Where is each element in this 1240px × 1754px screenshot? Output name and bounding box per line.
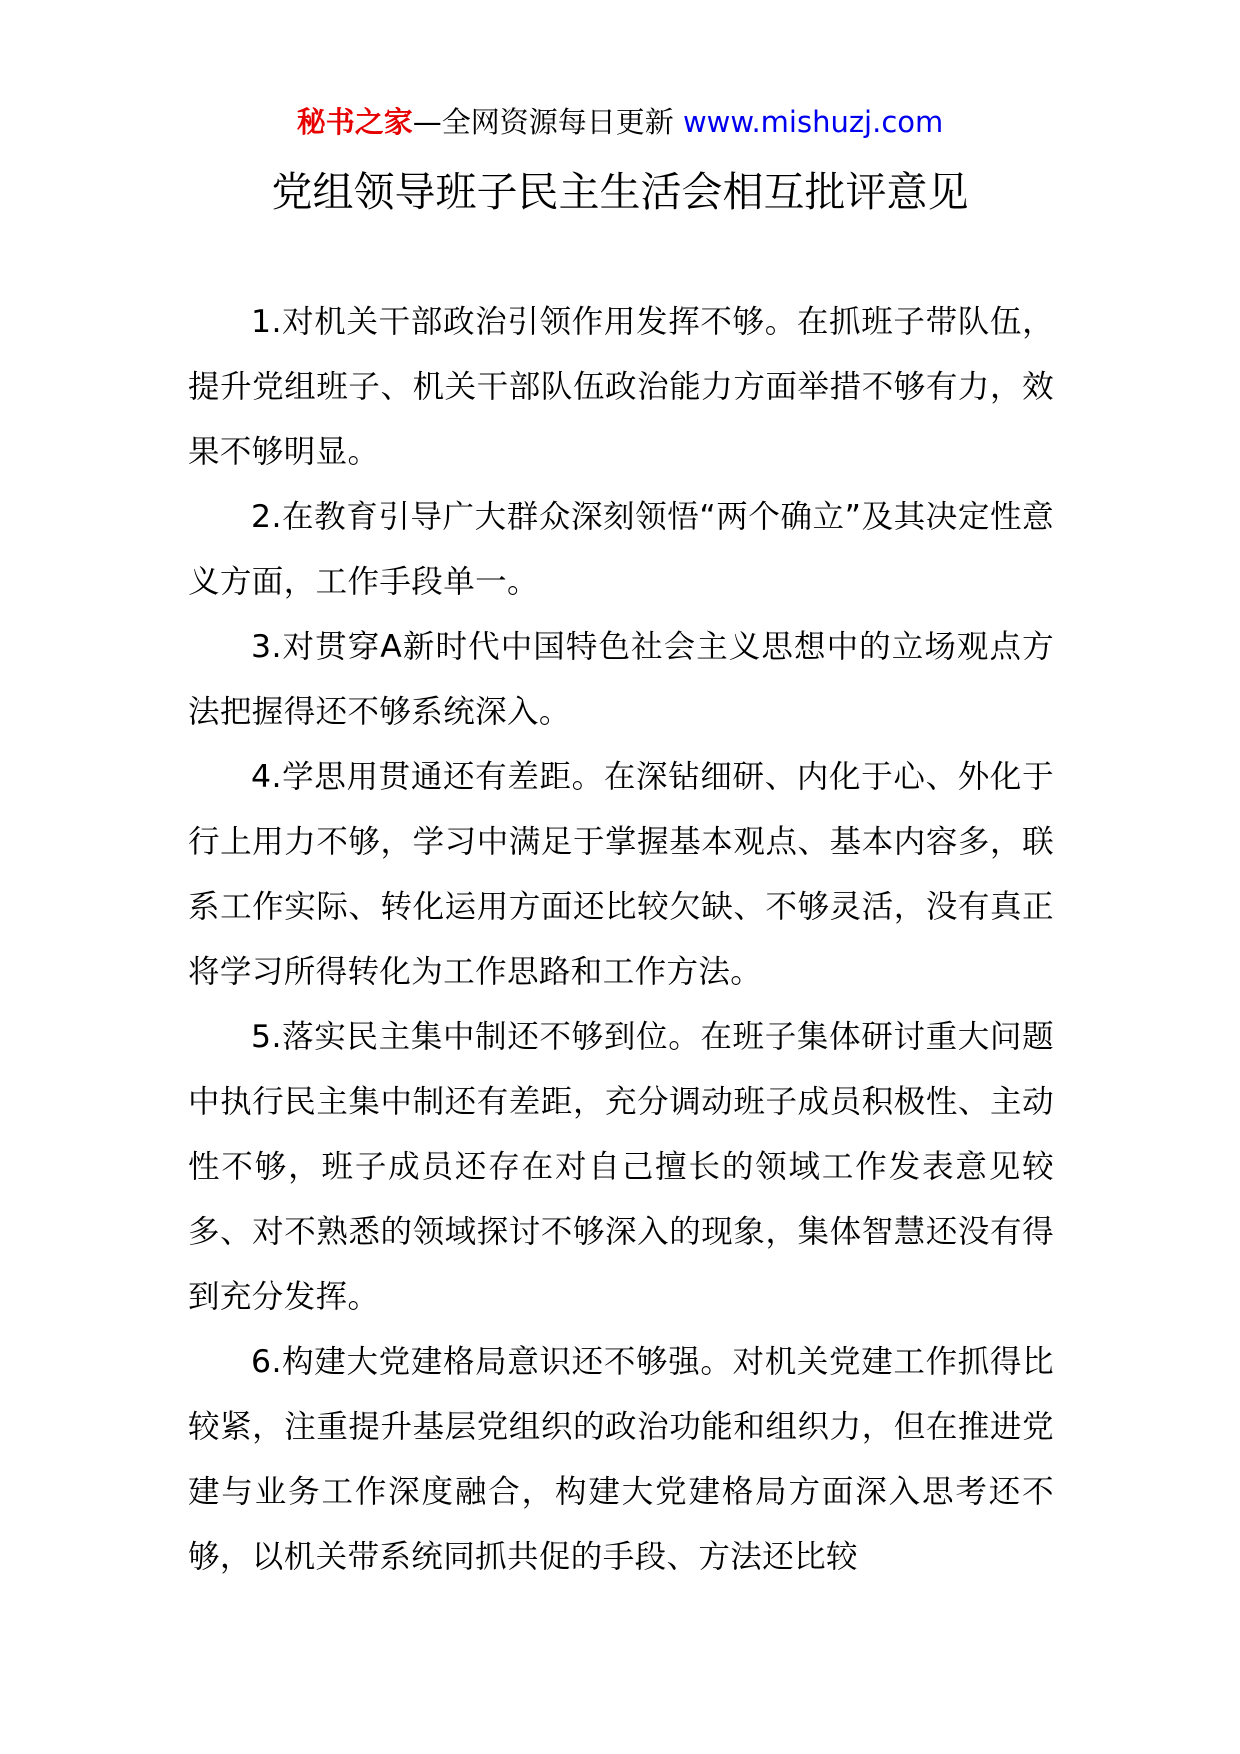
- site-slogan: —全网资源每日更新: [412, 105, 674, 139]
- document-title: 党组领导班子民主生活会相互批评意见: [271, 168, 969, 216]
- paragraph-2: 2.在教育引导广大群众深刻领悟“两个确立”及其决定性意义方面，工作手段单一。: [188, 499, 1054, 600]
- paragraph-4: 4.学思用贯通还有差距。在深钻细研、内化于心、外化于行上用力不够，学习中满足于掌握基本观点、基本内容多，联系工作实际、转化运用方面还比较欠缺、不够灵活，没有真正将学习所得转化为工作思路和工作方法。: [188, 759, 1054, 990]
- paragraph-6: 6.构建大党建格局意识还不够强。对机关党建工作抓得比较紧，注重提升基层党组织的政治功能和组织力，但在推进党建与业务工作深度融合，构建大党建格局方面深入思考还不够，以机关带系统同抓共促的手段、方法还比较: [188, 1344, 1054, 1575]
- document-body: [188, 290, 1054, 1590]
- paragraph-1: 1.对机关干部政治引领作用发挥不够。在抓班子带队伍，提升党组班子、机关干部队伍政治能力方面举措不够有力，效果不够明显。: [188, 304, 1054, 470]
- paragraph-3: 3.对贯穿A新时代中国特色社会主义思想中的立场观点方法把握得还不够系统深入。: [188, 629, 1054, 730]
- site-url-link[interactable]: www.mishuzj.com: [682, 105, 944, 139]
- paragraph-5: 5.落实民主集中制还不够到位。在班子集体研讨重大问题中执行民主集中制还有差距，充分调动班子成员积极性、主动性不够，班子成员还存在对自己擅长的领域工作发表意见较多、对不熟悉的领域探讨不够深入的现象，集体智慧还没有得到充分发挥。: [188, 1019, 1054, 1315]
- site-brand: 秘书之家: [296, 105, 413, 139]
- site-header: [0, 102, 1240, 142]
